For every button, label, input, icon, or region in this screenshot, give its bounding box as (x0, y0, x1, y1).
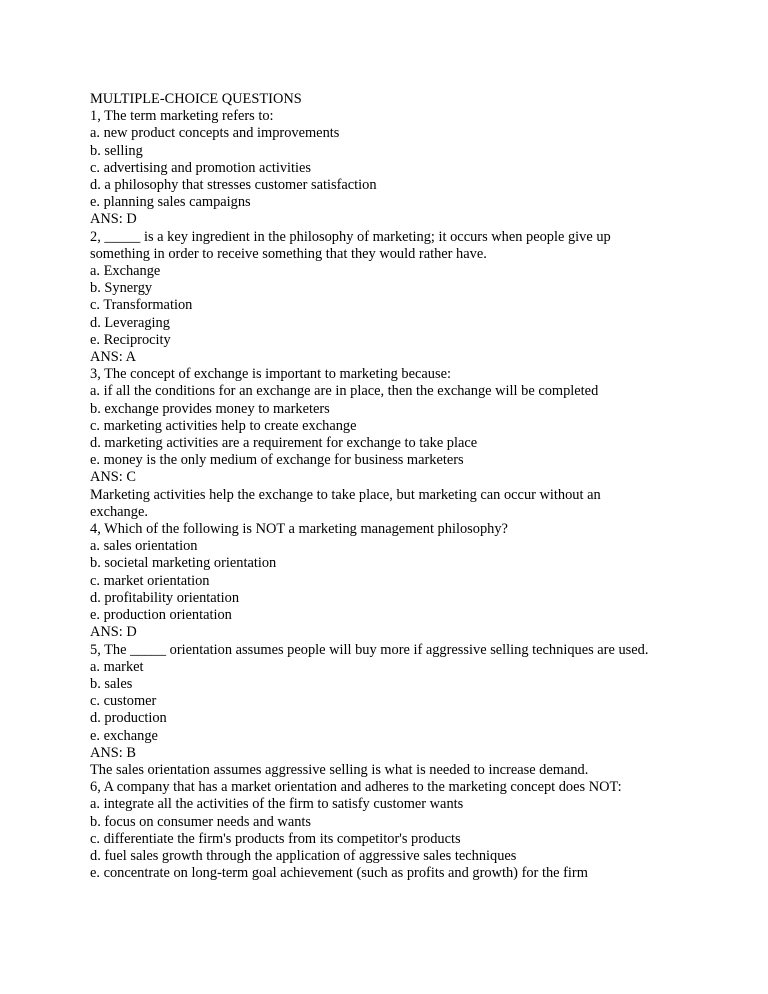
answer-option: e. money is the only medium of exchange for business marketers (90, 452, 464, 469)
document-page (90, 91, 750, 882)
answer-option: d. fuel sales growth through the application of aggressive sales techniques (90, 847, 517, 864)
question-5 (90, 642, 750, 780)
answer-option: d. marketing activities are a requirement for exchange to take place (90, 435, 478, 452)
answer-option: c. advertising and promotion activities (90, 159, 312, 176)
question-stem: 4, Which of the following is NOT a marketing management philosophy? (90, 521, 508, 538)
question-1 (90, 108, 750, 228)
answer-option: a. if all the conditions for an exchange are in place, then the exchange will be completed (90, 383, 599, 400)
answer-option: b. focus on consumer needs and wants (90, 813, 312, 830)
answer-option: b. selling (90, 142, 143, 159)
answer-option: a. market (90, 658, 144, 675)
answer-option: e. exchange (90, 727, 158, 744)
answer-explanation: Marketing activities help the exchange to take place, but marketing can occur without an exchange. (90, 486, 601, 520)
question-6 (90, 779, 750, 882)
question-stem: 3, The concept of exchange is important to marketing because: (90, 366, 451, 383)
answer-option: c. customer (90, 693, 157, 710)
answer-option: b. societal marketing orientation (90, 555, 277, 572)
answer-option: e. planning sales campaigns (90, 194, 251, 211)
question-2 (90, 229, 750, 367)
question-stem: 1, The term marketing refers to: (90, 108, 274, 125)
answer-option: a. Exchange (90, 263, 161, 280)
answer-option: e. Reciprocity (90, 331, 171, 348)
answer-option: d. a philosophy that stresses customer satisfaction (90, 177, 377, 194)
answer-key: ANS: C (90, 469, 136, 486)
answer-option: a. integrate all the activities of the firm to satisfy customer wants (90, 796, 464, 813)
answer-key: ANS: B (90, 744, 136, 761)
answer-option: b. Synergy (90, 280, 153, 297)
answer-key: ANS: D (90, 624, 137, 641)
question-3 (90, 366, 750, 521)
answer-option: c. differentiate the firm's products from its competitor's products (90, 830, 461, 847)
answer-option: d. profitability orientation (90, 589, 240, 606)
answer-option: a. sales orientation (90, 538, 198, 555)
answer-option: b. exchange provides money to marketers (90, 400, 330, 417)
answer-option: a. new product concepts and improvements (90, 125, 340, 142)
answer-option: c. market orientation (90, 572, 210, 589)
answer-key: ANS: A (90, 349, 136, 366)
answer-key: ANS: D (90, 211, 137, 228)
answer-option: c. Transformation (90, 297, 193, 314)
answer-option: c. marketing activities help to create exchange (90, 417, 357, 434)
answer-option: e. production orientation (90, 607, 232, 624)
question-stem: 5, The _____ orientation assumes people will buy more if aggressive selling techniques are used. (90, 641, 649, 658)
answer-explanation: The sales orientation assumes aggressive selling is what is needed to increase demand. (90, 761, 589, 778)
section-heading: MULTIPLE-CHOICE QUESTIONS (90, 91, 302, 107)
question-stem: 2, _____ is a key ingredient in the philosophy of marketing; it occurs when people give up something in order to receive something that they would rather have. (90, 228, 611, 262)
answer-option: d. Leveraging (90, 314, 170, 331)
answer-option: b. sales (90, 675, 133, 692)
answer-option: e. concentrate on long-term goal achievement (such as profits and growth) for the firm (90, 865, 588, 882)
question-4 (90, 521, 750, 641)
question-stem: 6, A company that has a market orientation and adheres to the marketing concept does NOT: (90, 779, 622, 796)
answer-option: d. production (90, 710, 167, 727)
